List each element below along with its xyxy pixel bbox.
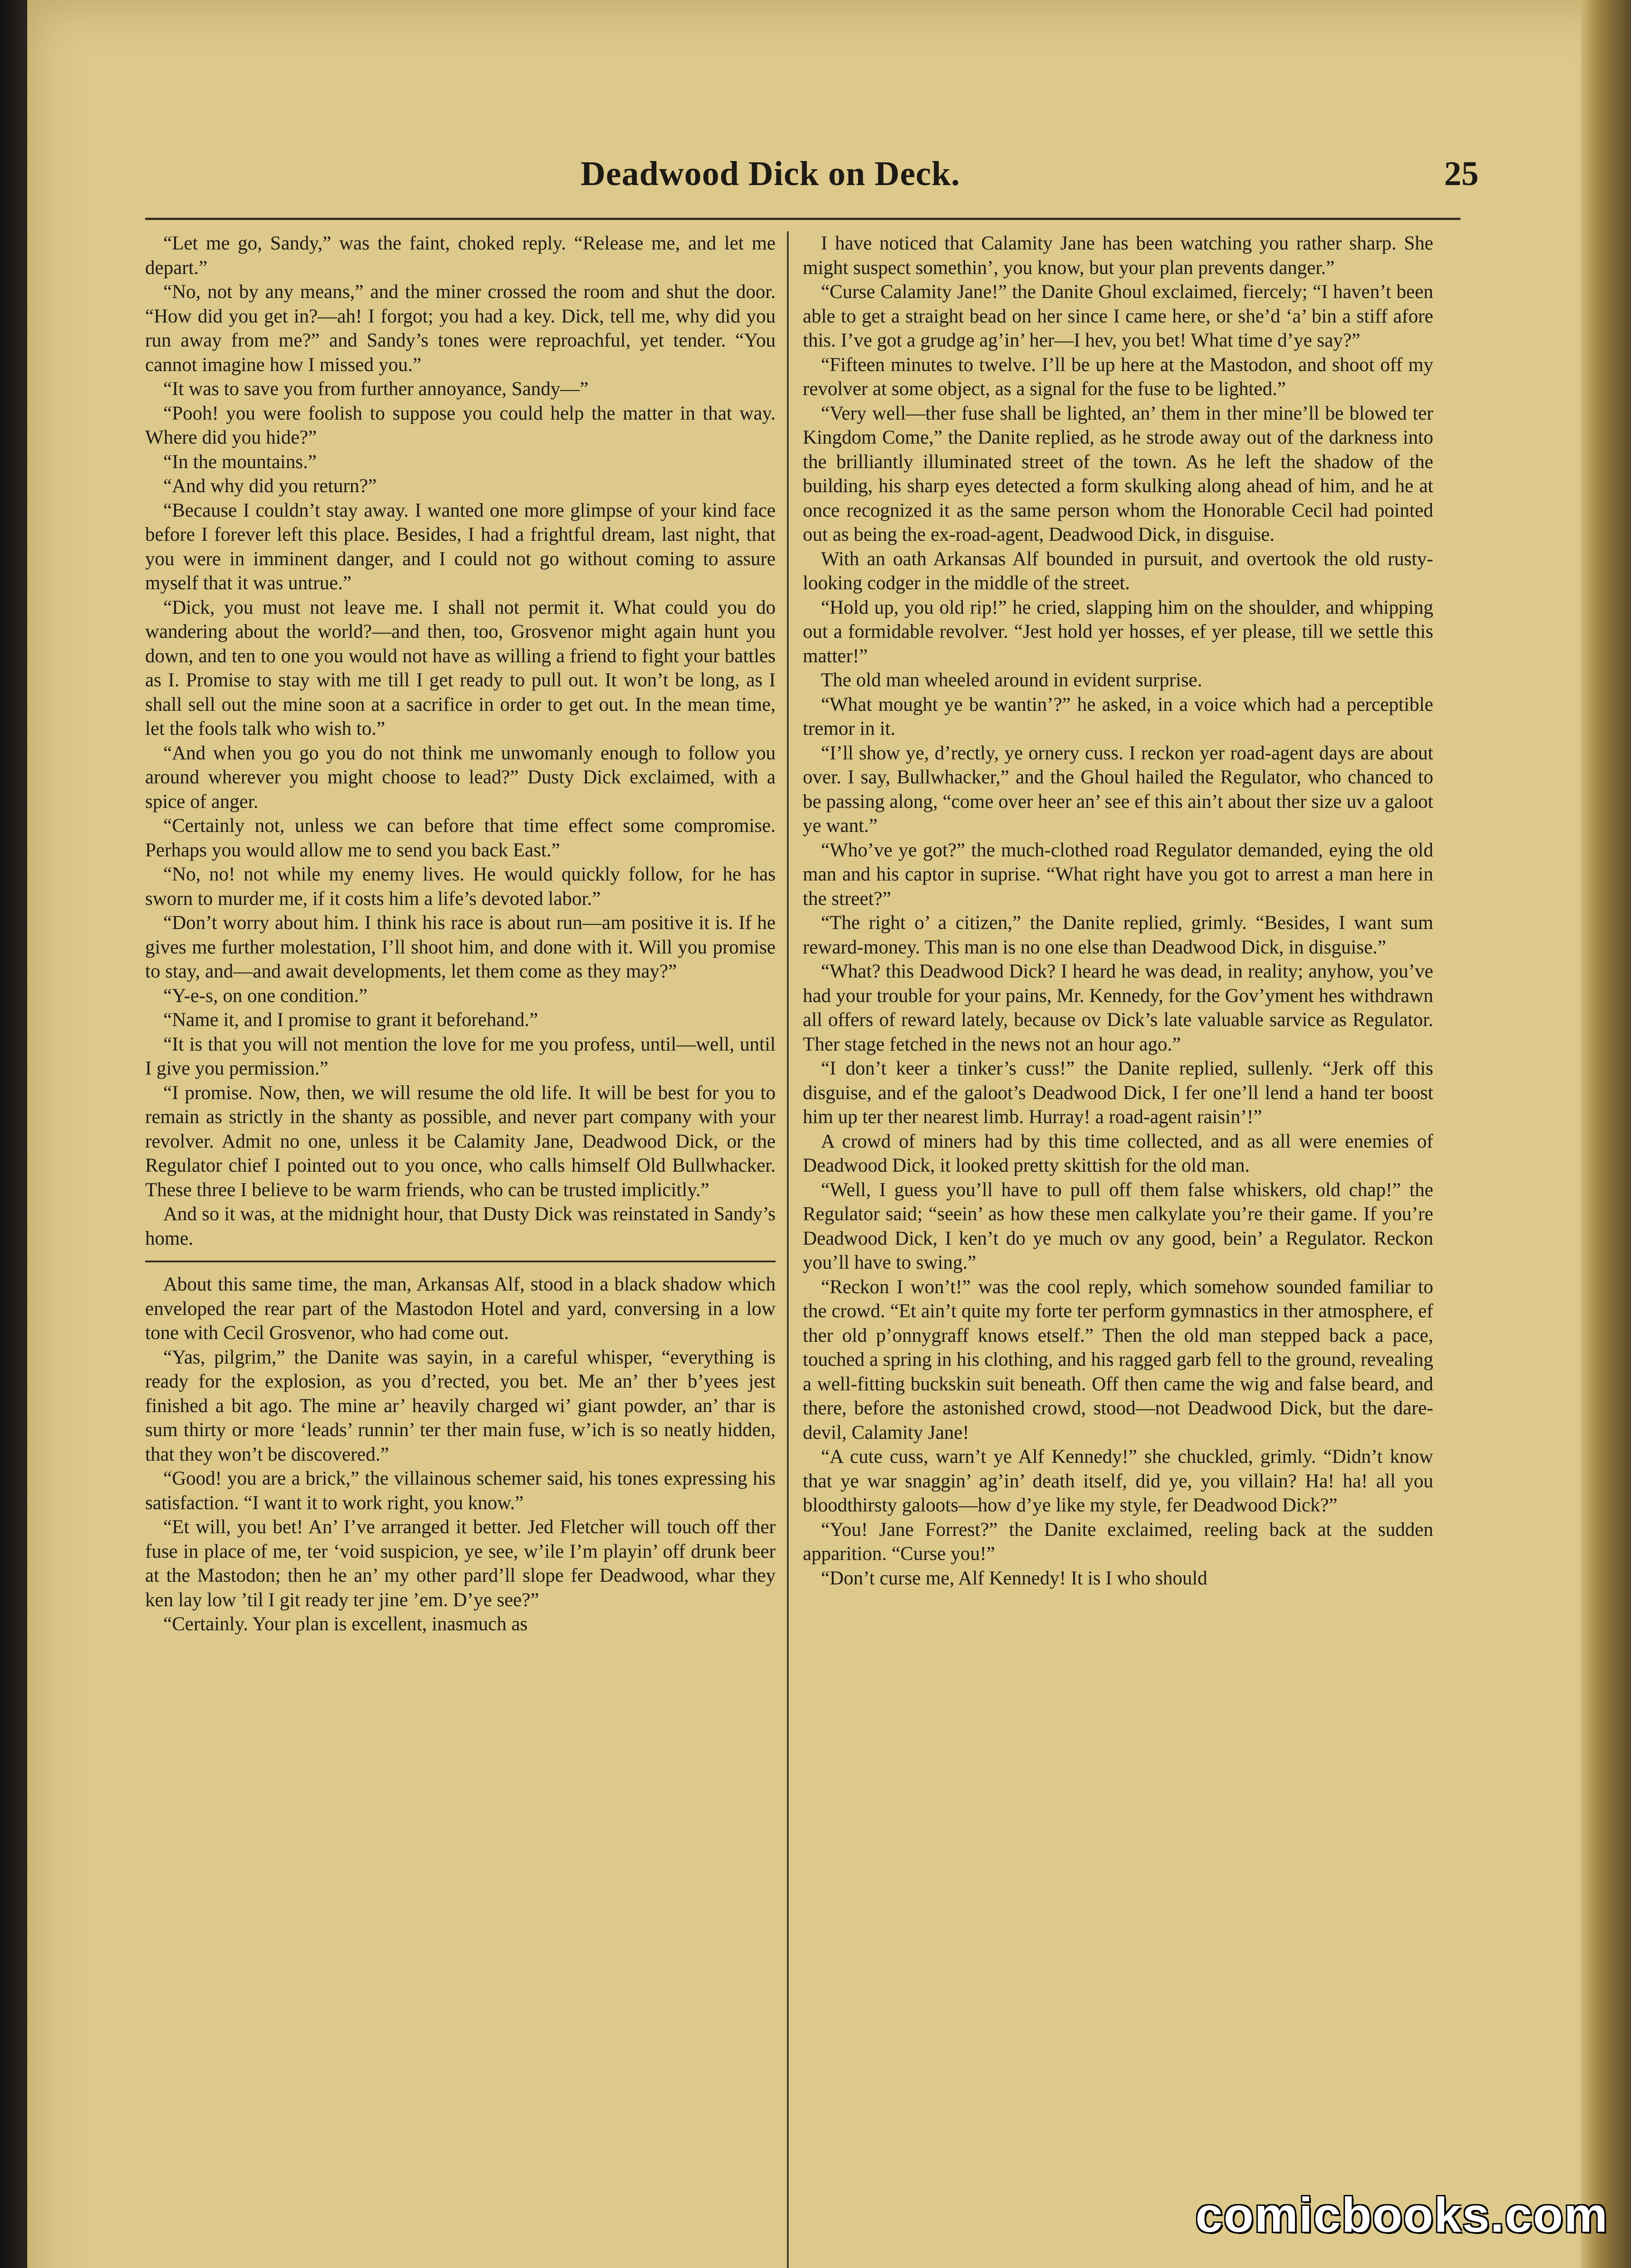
left-column [145,231,776,2268]
paragraph: “Good! you are a brick,” the villainous schemer said, his tones expressing his satisfaction. “I want it to work right, you know.” [145,1468,776,1514]
paragraph: “And why did you return?” [163,475,377,497]
paragraph: A crowd of miners had by this time collected, and as all were enemies of Deadwood Dick, it looked pretty skittish for the old man. [803,1130,1433,1176]
paragraph: “Pooh! you were foolish to suppose you could help the matter in that way. Where did you hide?” [145,402,776,448]
paragraph: “Don’t curse me, Alf Kennedy! It is I who should [821,1567,1207,1589]
paragraph: The old man wheeled around in evident surprise. [821,670,1202,691]
paragraph: “Et will, you bet! An’ I’ve arranged it better. Jed Fletcher will touch off ther fuse in place of me, ter ‘void suspicion, ye see, w’ile I’m playin’ off drunk beer at the Mastodon; then he an’ my other pard’ll slope fer Deadwood, whar they ken lay low ’til I git ready ter jine ’em. D’ye see?” [145,1516,776,1611]
paragraph: I have noticed that Calamity Jane has been watching you rather sharp. She might suspect somethin’, you know, but your plan prevents danger.” [803,233,1433,279]
paragraph: “Hold up, you old rip!” he cried, slapping him on the shoulder, and whipping out a formidable revolver. “Jest hold yer hosses, ef yer please, till we settle this matter!” [803,596,1433,667]
binding-edge [0,0,27,2268]
paragraph: “A cute cuss, warn’t ye Alf Kennedy!” she chuckled, grimly. “Didn’t know that ye war snaggin’ ag’in’ death itself, did ye, you villain? Ha! ha! all you bloodthirsty galoots—how d’ye like my style, fer Deadwood Dick?” [803,1446,1433,1516]
paragraph: “You! Jane Forrest?” the Danite exclaimed, reeling back at the sudden apparition. “Curse you!” [803,1519,1433,1564]
page-number: 25 [1444,155,1479,193]
left-column-paragraphs [145,231,776,1251]
running-header [581,154,1479,209]
paragraph: “No, no! not while my enemy lives. He would quickly follow, for he has sworn to murder me, if it costs him a life’s devoted labor.” [145,864,776,909]
paragraph: “It is that you will not mention the love for me you profess, until—well, until I give you permission.” [145,1033,776,1079]
right-column-paragraphs [803,231,1433,1590]
paragraph: “Let me go, Sandy,” was the faint, choked reply. “Release me, and let me depart.” [145,233,776,279]
paragraph: “The right o’ a citizen,” the Danite replied, grimly. “Besides, I want sum reward-money. This man is no one else than Deadwood Dick, in disguise.” [803,912,1433,958]
left-column-paragraphs-continued [145,1272,776,1637]
right-column [803,231,1433,2268]
paragraph: “I promise. Now, then, we will resume the old life. It will be best for you to remain as strictly in the shanty as possible, and never part company with your revolver. Admit no one, unless it be Calamity Jane, Deadwood Dick, or the Regulator chief I pointed out to you once, who calls himself Old Bullwhacker. These three I believe to be warm friends, who can be trusted implicitly.” [145,1082,776,1201]
paragraph: “No, not by any means,” and the miner crossed the room and shut the door. “How did you get in?—ah! I forgot; you had a key. Dick, tell me, why did you run away from me?” and Sandy’s tones were reproachful, yet tender. “You cannot imagine how I missed you.” [145,281,776,376]
paragraph: “In the mountains.” [163,451,317,473]
paragraph: “Fifteen minutes to twelve. I’ll be up here at the Mastodon, and shoot off my revolver at some object, as a signal for the fuse to be lighted.” [803,354,1433,400]
paragraph: “I don’t keer a tinker’s cuss!” the Danite replied, sullenly. “Jerk off this disguise, and ef the galoot’s Deadwood Dick, I fer one’ll lend a hand ter boost him up ter ther nearest limb. Hurray! a road-agent raisin’!” [803,1058,1433,1128]
page-edge [1581,0,1631,2268]
paragraph: “Yas, pilgrim,” the Danite was sayin, in a careful whisper, “everything is ready for the explosion, as you d’rected, you bet. Me an’ ther b’yees jest finished a bit ago. The mine ar’ heavily charged wi’ giant powder, an’ thar is sum thirty or more ‘leads’ runnin’ ter ther main fuse, w’ich is so neatly hidden, that they won’t be discovered.” [145,1346,776,1465]
paragraph: “It was to save you from further annoyance, Sandy—” [163,378,589,400]
running-title: Deadwood Dick on Deck. [581,155,960,193]
paragraph: “Who’ve ye got?” the much-clothed road Regulator demanded, eying the old man and his captor in suprise. “What right have you got to arrest a man here in the street?” [803,839,1433,909]
paragraph: “Dick, you must not leave me. I shall not permit it. What could you do wandering about the world?—and then, too, Grosvenor might again hunt you down, and ten to one you would not have as willing a friend to fight your battles as I. Promise to stay with me till I get ready to pull out. It won’t be long, as I shall sell out the mine soon at a sacrifice in order to get out. In the mean time, let the fools talk who wish to.” [145,596,776,739]
paragraph: About this same time, the man, Arkansas Alf, stood in a black shadow which enveloped the rear part of the Mastodon Hotel and yard, conversing in a low tone with Cecil Grosvenor, who had come out. [145,1274,776,1344]
paragraph: “Don’t worry about him. I think his race is about run—am positive it is. If he gives me further molestation, I’ll shoot him, and done with it. Will you promise to stay, and—and await developments, let them come as they may?” [145,912,776,982]
paragraph: “Because I couldn’t stay away. I wanted one more glimpse of your kind face before I forever left this place. Besides, I had a frightful dream, last night, that you were in imminent danger, and I could not go without coming to assure myself that it was untrue.” [145,499,776,594]
paragraph: “Well, I guess you’ll have to pull off them false whiskers, old chap!” the Regulator said; “seein’ as how these men calkylate you’re their game. If you’re Deadwood Dick, I ken’t do ye much ov any good, bein’ a Regulator. Reckon you’ll have to swing.” [803,1179,1433,1273]
header-rule [145,218,1460,220]
paragraph: “Reckon I won’t!” was the cool reply, which somehow sounded familiar to the crowd. “Et ain’t quite my forte ter perform gymnastics in ther atmosphere, ef ther old p’onnygraff knows etself.” Then the old man stepped back a pace, touched a spring in his clothing, and his ragged garb fell to the ground, revealing a well-fitting buckskin suit beneath. Off then came the wig and false beard, and there, before the astonished crowd, stood—not Deadwood Dick, but the dare-devil, Calamity Jane! [803,1276,1433,1443]
paragraph: “I’ll show ye, d’rectly, ye ornery cuss. I reckon yer road-agent days are about over. I say, Bullwhacker,” and the Ghoul hailed the Regulator, who chanced to be passing along, “come over heer an’ see ef this ain’t about ther size uv a galoot ye want.” [803,742,1433,836]
paragraph: “Certainly not, unless we can before that time effect some compromise. Perhaps you would allow me to send you back East.” [145,815,776,861]
paragraph: “Curse Calamity Jane!” the Danite Ghoul exclaimed, fiercely; “I haven’t been able to get a straight bead on her since I came here, or she’d ‘a’ bin a stiff afore this. I’ve got a grudge ag’in’ her—I hev, you bet! What time d’ye say?” [803,281,1433,351]
paragraph: “What? this Deadwood Dick? I heard he was dead, in reality; anyhow, you’ve had your trouble for your pains, Mr. Kennedy, for the Gov’yment hes withdrawn all offers of reward lately, because ov Dick’s late valuable sarvice as Regulator. Ther stage fetched in the news not an hour ago.” [803,961,1433,1055]
paragraph: “Very well—ther fuse shall be lighted, an’ them in ther mine’ll be blowed ter Kingdom Come,” the Danite replied, as he strode away out of the darkness into the brilliantly illuminated street of the town. As he left the shadow of the building, his sharp eyes detected a form skulking along ahead of him, and he at once recognized it as the same person whom the Honorable Cecil had pointed out as being the ex-road-agent, Deadwood Dick, in disguise. [803,402,1433,545]
column-divider [787,231,789,2268]
paragraph: “Name it, and I promise to grant it beforehand.” [163,1009,538,1031]
section-break [145,1261,776,1262]
paragraph: “And when you go you do not think me unwomanly enough to follow you around wherever you might choose to lead?” Dusty Dick exclaimed, with a spice of anger. [145,742,776,812]
paragraph: “What mought ye be wantin’?” he asked, in a voice which had a perceptible tremor in it. [803,694,1433,739]
paragraph: And so it was, at the midnight hour, that Dusty Dick was reinstated in Sandy’s home. [145,1203,776,1249]
paragraph: With an oath Arkansas Alf bounded in pursuit, and overtook the old rusty-looking codger in the middle of the street. [803,548,1433,594]
paragraph: “Y-e-s, on one condition.” [163,985,368,1007]
watermark: comicbooks.com [1195,2187,1608,2242]
paragraph: “Certainly. Your plan is excellent, inasmuch as [163,1613,528,1635]
